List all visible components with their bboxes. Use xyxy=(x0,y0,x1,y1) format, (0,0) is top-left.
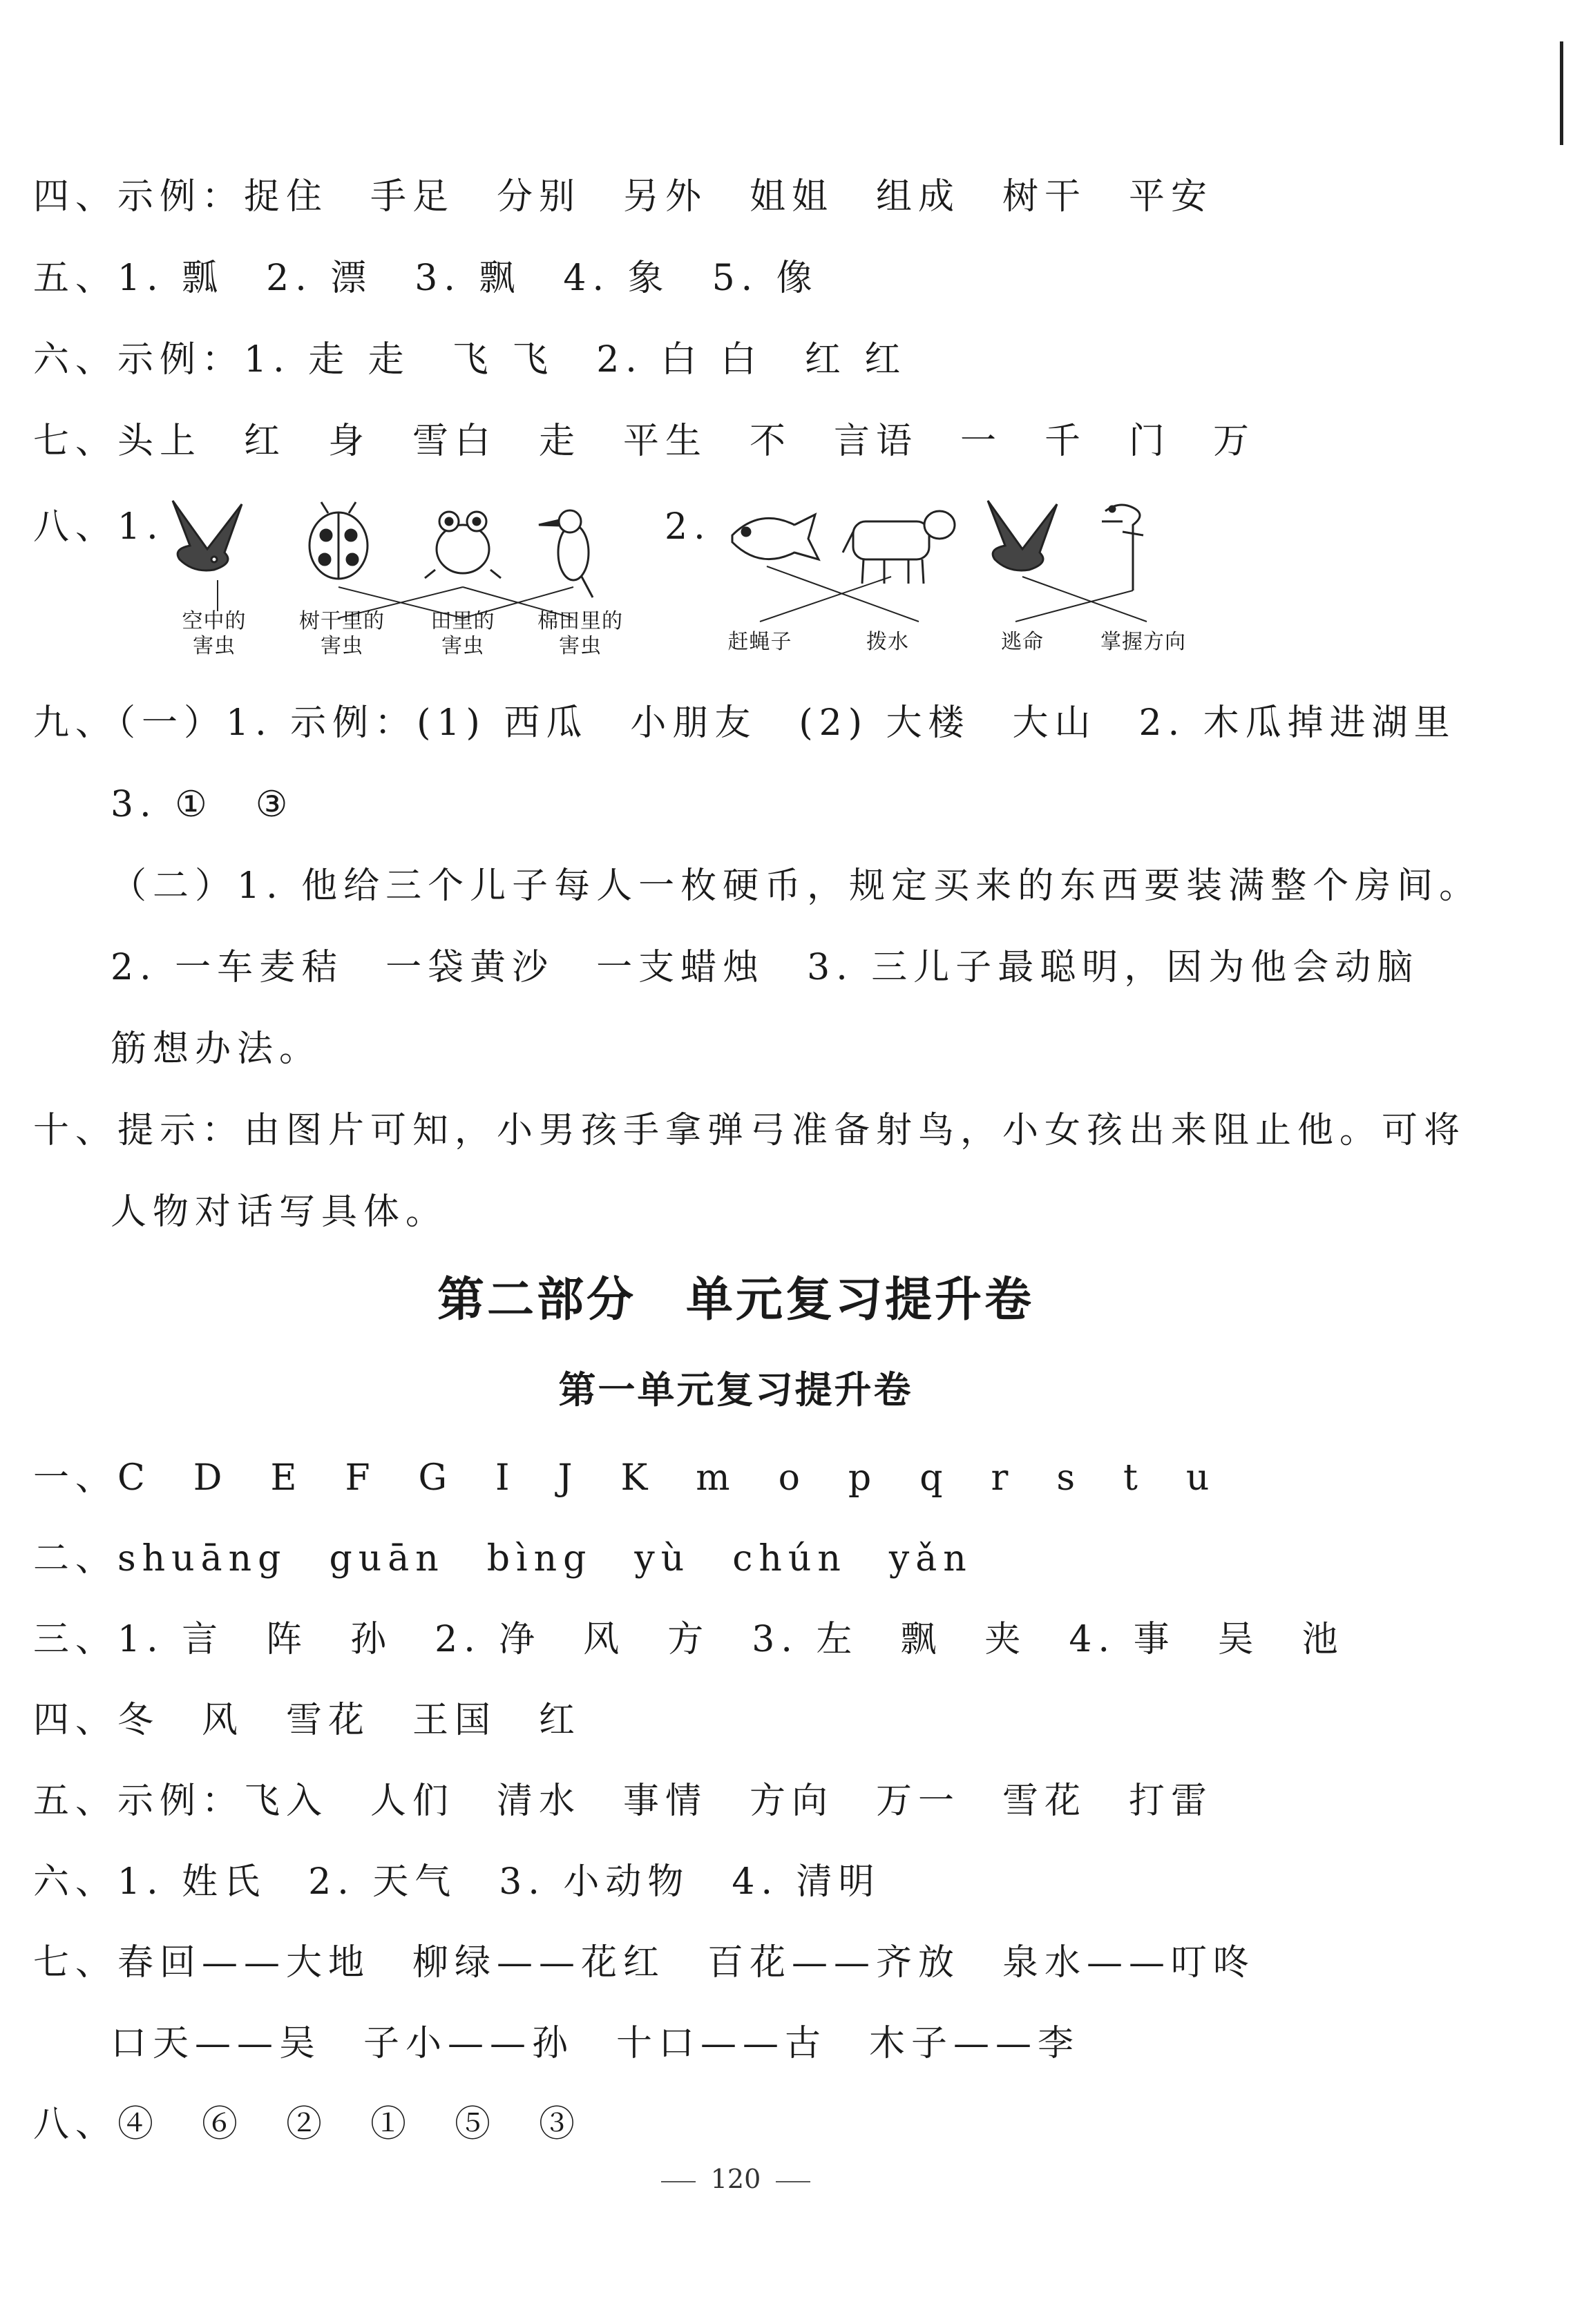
footer-dash-left xyxy=(661,2181,696,2182)
unit1-answer-7b: 口天——吴 子小——孙 十口——古 木子——李 xyxy=(111,2023,1080,2064)
page-number: 120 xyxy=(710,2164,761,2194)
unit1-answer-6: 六、1. 姓氏 2. 天气 3. 小动物 4. 清明 xyxy=(33,1861,881,1903)
caption-paddle-water: 拨水 xyxy=(866,630,909,654)
answer-5: 五、1. 瓢 2. 漂 3. 飘 4. 象 5. 像 xyxy=(33,258,819,299)
part-heading: 第二部分 单元复习提升卷 xyxy=(437,1273,1034,1327)
scan-edge-mark xyxy=(1560,41,1563,145)
caption-steer: 掌握方向 xyxy=(1100,630,1186,654)
answer-9-1b: 3. ① ③ xyxy=(111,784,294,825)
cow-icon xyxy=(843,511,955,584)
woodpecker-icon xyxy=(539,510,593,597)
answer-10b: 人物对话写具体。 xyxy=(111,1191,448,1233)
answer-10: 十、提示：由图片可知，小男孩手拿弹弓准备射鸟，小女孩出来阻止他。可将 xyxy=(33,1110,1467,1151)
answer-8-label: 八、1. xyxy=(33,506,164,548)
frog-icon xyxy=(425,512,501,578)
unit1-answer-8: 八、④ ⑥ ② ① ⑤ ③ xyxy=(33,2104,582,2145)
caption-escape: 逃命 xyxy=(1001,630,1044,654)
unit1-answer-2: 二、shuāng guān bìng yù chún yǎn xyxy=(33,1538,973,1579)
unit1-answer-3: 三、1. 言 阵 孙 2. 净 风 方 3. 左 飘 夹 4. 事 吴 池 xyxy=(33,1619,1344,1660)
answer-4: 四、示例：捉住 手足 分别 另外 姐姐 组成 树干 平安 xyxy=(33,176,1214,218)
answer-7: 七、头上 红 身 雪白 走 平生 不 言语 一 千 门 万 xyxy=(33,421,1256,462)
ladybug-icon xyxy=(309,502,368,579)
unit1-answer-5: 五、示例：飞入 人们 清水 事情 方向 万一 雪花 打雷 xyxy=(33,1780,1214,1822)
unit1-answer-4: 四、冬 风 雪花 王国 红 xyxy=(33,1700,582,1741)
answer-9-2: （二）1. 他给三个儿子每人一枚硬币，规定买来的东西要装满整个房间。 xyxy=(111,865,1482,907)
answer-8-part2-label: 2. xyxy=(665,506,712,548)
unit1-answer-1: 一、C D E F G I J K m o p q r s t u xyxy=(33,1457,1216,1499)
fish-icon xyxy=(732,515,819,559)
answer-9-2c: 筋想办法。 xyxy=(111,1028,322,1070)
answer-9-1: 九、（一）1. 示例：(1) 西瓜 小朋友 (2) 大楼 大山 2. 木瓜掉进湖里 xyxy=(33,702,1456,744)
page-footer xyxy=(0,2164,1471,2194)
swallow-icon xyxy=(173,501,242,570)
caption-shoo-flies: 赶蝇子 xyxy=(727,630,792,654)
caption-trunk-pest: 树干里的 害虫 xyxy=(299,609,385,658)
unit-heading: 第一单元复习提升卷 xyxy=(558,1368,913,1412)
caption-sky-pest: 空中的 害虫 xyxy=(182,609,247,658)
lizard-icon xyxy=(1102,505,1143,590)
unit1-answer-7: 七、春回——大地 柳绿——花红 百花——齐放 泉水——叮咚 xyxy=(33,1942,1256,1984)
answer-6: 六、示例：1. 走 走 飞 飞 2. 白 白 红 红 xyxy=(33,339,907,381)
caption-cotton-pest: 棉田里的 害虫 xyxy=(537,609,623,658)
answer-9-2b: 2. 一车麦秸 一袋黄沙 一支蜡烛 3. 三儿子最聪明，因为他会动脑 xyxy=(111,947,1420,988)
swallow-icon xyxy=(988,501,1057,570)
footer-dash-right xyxy=(776,2181,810,2182)
caption-field-pest: 田里的 害虫 xyxy=(430,609,495,658)
